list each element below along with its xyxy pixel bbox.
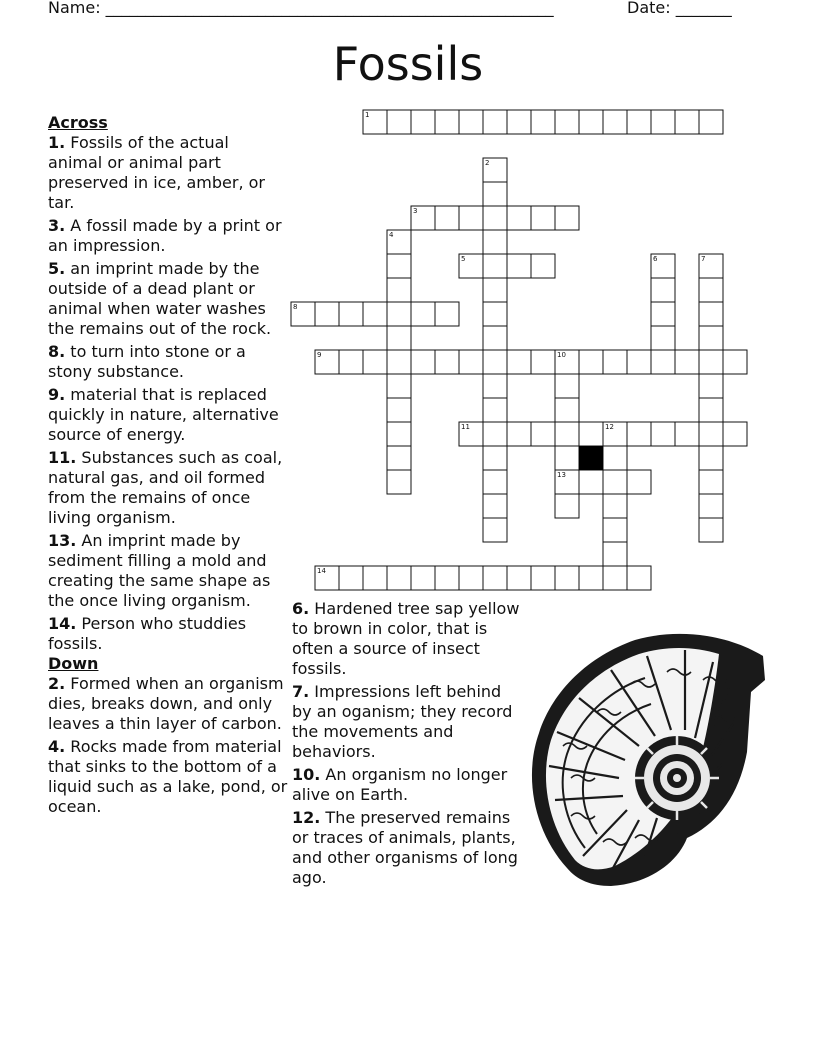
grid-cell[interactable] [483,374,507,398]
grid-cell[interactable] [507,110,531,134]
grid-cell[interactable] [387,254,411,278]
grid-cell[interactable] [459,566,483,590]
grid-cell[interactable] [387,470,411,494]
grid-cell[interactable] [699,278,723,302]
grid-cell[interactable] [435,566,459,590]
grid-cell[interactable] [411,566,435,590]
grid-cell[interactable] [387,374,411,398]
grid-cell[interactable] [603,110,627,134]
grid-cell[interactable] [387,350,411,374]
grid-cell[interactable] [699,446,723,470]
grid-cell[interactable] [699,518,723,542]
grid-cell[interactable] [339,302,363,326]
across-clue-3 [48,216,288,256]
clue-text: The preserved remains or traces of animals, plants, and other organisms of long ago. [292,808,518,887]
grid-cell[interactable] [579,422,603,446]
grid-cell[interactable] [555,350,579,374]
grid-cell[interactable] [387,566,411,590]
grid-cell[interactable] [507,566,531,590]
clue-text: Formed when an organism dies, breaks down, and only leaves a thin layer of carbon. [48,674,284,733]
grid-cell[interactable] [483,566,507,590]
grid-cell[interactable] [387,110,411,134]
clue-text: Hardened tree sap yellow to brown in color, that is often a source of insect fossils. [292,599,520,678]
cell-number: 13 [557,471,566,479]
clue-text: A fossil made by a print or an impression. [48,216,282,255]
grid-cell[interactable] [387,446,411,470]
grid-cell[interactable] [531,254,555,278]
page-title: Fossils [332,37,484,91]
grid-cell[interactable] [579,470,603,494]
grid-cell[interactable] [387,422,411,446]
clue-number: 10. [292,765,321,784]
black-cell [579,446,603,470]
across-heading: Across [48,113,108,132]
clue-number: 13. [48,531,77,550]
grid-cell[interactable] [483,446,507,470]
grid-cell[interactable] [459,350,483,374]
grid-cell[interactable] [483,182,507,206]
grid-cell[interactable] [315,302,339,326]
grid-cell[interactable] [651,326,675,350]
grid-cell[interactable] [555,446,579,470]
grid-cell[interactable] [387,302,411,326]
clue-text: Rocks made from material that sinks to the bottom of a liquid such as a lake, pond, or ocean. [48,737,288,816]
across-clue-14 [48,614,288,654]
clue-text: Impressions left behind by an oganism; they record the movements and behaviors. [292,682,513,761]
grid-cell[interactable] [291,302,315,326]
grid-cell[interactable] [387,278,411,302]
grid-cell[interactable] [483,350,507,374]
grid-cell[interactable] [531,422,555,446]
grid-cell[interactable] [411,110,435,134]
grid-cell[interactable] [459,254,483,278]
grid-cell[interactable] [507,254,531,278]
clue-number: 1. [48,133,66,152]
grid-cell[interactable] [579,566,603,590]
name-line: Name: ________________________________________________________ [48,0,554,17]
grid-cell[interactable] [627,110,651,134]
across-clue-11 [48,448,288,528]
cell-number: 2 [485,159,490,167]
grid-cell[interactable] [315,350,339,374]
grid-cell[interactable] [627,422,651,446]
across-clue-9 [48,385,288,445]
clue-text: material that is replaced quickly in nature, alternative source of energy. [48,385,279,444]
clue-number: 4. [48,737,66,756]
grid-cell[interactable] [483,206,507,230]
grid-cell[interactable] [531,350,555,374]
grid-cell[interactable] [555,494,579,518]
clue-number: 7. [292,682,310,701]
grid-cell[interactable] [699,110,723,134]
cell-number: 12 [605,423,614,431]
grid-cell[interactable] [435,302,459,326]
clue-number: 6. [292,599,310,618]
grid-cell[interactable] [603,350,627,374]
grid-cell[interactable] [483,110,507,134]
grid-cell[interactable] [483,398,507,422]
grid-cell[interactable] [651,422,675,446]
across-clue-5 [48,259,288,339]
grid-cell[interactable] [531,566,555,590]
grid-cell[interactable] [531,110,555,134]
grid-cell[interactable] [651,254,675,278]
grid-cell[interactable] [699,326,723,350]
cell-number: 11 [461,423,470,431]
grid-cell[interactable] [483,326,507,350]
grid-cell[interactable] [699,398,723,422]
grid-cell[interactable] [675,350,699,374]
clue-number: 2. [48,674,66,693]
across-clue-13 [48,531,288,611]
grid-cell[interactable] [699,422,723,446]
down-heading: Down [48,654,99,673]
grid-cell[interactable] [699,254,723,278]
grid-cell[interactable] [651,350,675,374]
grid-cell[interactable] [651,302,675,326]
grid-cell[interactable] [603,518,627,542]
grid-cell[interactable] [555,566,579,590]
grid-cell[interactable] [579,350,603,374]
ammonite-fossil-icon [527,628,771,888]
grid-cell[interactable] [483,278,507,302]
grid-cell[interactable] [483,422,507,446]
grid-cell[interactable] [699,350,723,374]
cell-number: 9 [317,351,322,359]
clue-text: Person who studdies fossils. [48,614,247,653]
grid-cell[interactable] [627,566,651,590]
grid-cell[interactable] [555,422,579,446]
clue-number: 8. [48,342,66,361]
grid-cell[interactable] [699,374,723,398]
grid-cell[interactable] [555,206,579,230]
grid-cell[interactable] [483,302,507,326]
grid-cells [291,110,747,590]
grid-cell[interactable] [579,110,603,134]
grid-cell[interactable] [531,206,555,230]
clues-right-column [292,599,520,891]
grid-cell[interactable] [411,206,435,230]
grid-cell[interactable] [483,494,507,518]
grid-cell[interactable] [699,470,723,494]
grid-cell[interactable] [651,110,675,134]
across-clue-8 [48,342,288,382]
clue-number: 5. [48,259,66,278]
grid-cell[interactable] [603,542,627,566]
grid-cell[interactable] [315,566,339,590]
grid-cell[interactable] [675,110,699,134]
grid-cell[interactable] [435,350,459,374]
cell-number: 10 [557,351,566,359]
cell-number: 14 [317,567,326,575]
clue-text: An organism no longer alive on Earth. [292,765,508,804]
clue-text: to turn into stone or a stony substance. [48,342,246,381]
grid-cell[interactable] [459,206,483,230]
cell-number: 8 [293,303,298,311]
grid-cell[interactable] [555,398,579,422]
cell-number: 7 [701,255,706,263]
grid-cell[interactable] [363,110,387,134]
cell-number: 5 [461,255,466,263]
grid-cell[interactable] [483,518,507,542]
grid-cell[interactable] [483,230,507,254]
clue-text: Fossils of the actual animal or animal part preserved in ice, amber, or tar. [48,133,265,212]
grid-cell[interactable] [483,158,507,182]
grid-cell[interactable] [507,422,531,446]
cell-number: 3 [413,207,418,215]
grid-cell[interactable] [459,110,483,134]
grid-cell[interactable] [507,350,531,374]
grid-cell[interactable] [555,470,579,494]
grid-cell[interactable] [627,350,651,374]
grid-cell[interactable] [411,350,435,374]
clue-number: 9. [48,385,66,404]
across-clue-1 [48,133,288,213]
grid-cell[interactable] [651,278,675,302]
grid-cell[interactable] [363,350,387,374]
grid-cell[interactable] [603,446,627,470]
grid-cell[interactable] [387,230,411,254]
cell-number: 1 [365,111,370,119]
grid-cell[interactable] [723,422,747,446]
down-clue-12 [292,808,520,888]
grid-cell[interactable] [363,566,387,590]
grid-cell[interactable] [555,110,579,134]
clue-text: an imprint made by the outside of a dead plant or animal when water washes the remains out of the rock. [48,259,272,338]
grid-cell[interactable] [435,206,459,230]
down-clue-10 [292,765,520,805]
grid-cell[interactable] [603,422,627,446]
down-clue-2 [48,674,288,734]
clue-number: 12. [292,808,321,827]
grid-cell[interactable] [483,470,507,494]
clue-number: 3. [48,216,66,235]
grid-cell[interactable] [627,470,651,494]
grid-cell[interactable] [507,206,531,230]
grid-cell[interactable] [555,374,579,398]
grid-cell[interactable] [699,302,723,326]
down-clue-6 [292,599,520,679]
grid-cell[interactable] [675,422,699,446]
clue-number: 11. [48,448,77,467]
clues-left-column [48,113,288,820]
grid-cell[interactable] [603,566,627,590]
grid-cell[interactable] [723,350,747,374]
grid-cell[interactable] [363,302,387,326]
grid-cell[interactable] [699,494,723,518]
grid-cell[interactable] [603,494,627,518]
date-line: Date: _______ [627,0,732,17]
grid-cell[interactable] [411,302,435,326]
grid-cell[interactable] [603,470,627,494]
grid-cell[interactable] [459,422,483,446]
clue-text: Substances such as coal, natural gas, and oil formed from the remains of once living organism. [48,448,283,527]
clue-text: An imprint made by sediment filling a mold and creating the same shape as the once living organism. [48,531,271,610]
grid-cell[interactable] [435,110,459,134]
grid-cell[interactable] [387,398,411,422]
grid-cell[interactable] [483,254,507,278]
cell-number: 6 [653,255,658,263]
grid-cell[interactable] [339,566,363,590]
cell-number: 4 [389,231,394,239]
down-clue-4 [48,737,288,817]
grid-cell[interactable] [339,350,363,374]
clue-number: 14. [48,614,77,633]
down-clue-7 [292,682,520,762]
grid-cell[interactable] [387,326,411,350]
